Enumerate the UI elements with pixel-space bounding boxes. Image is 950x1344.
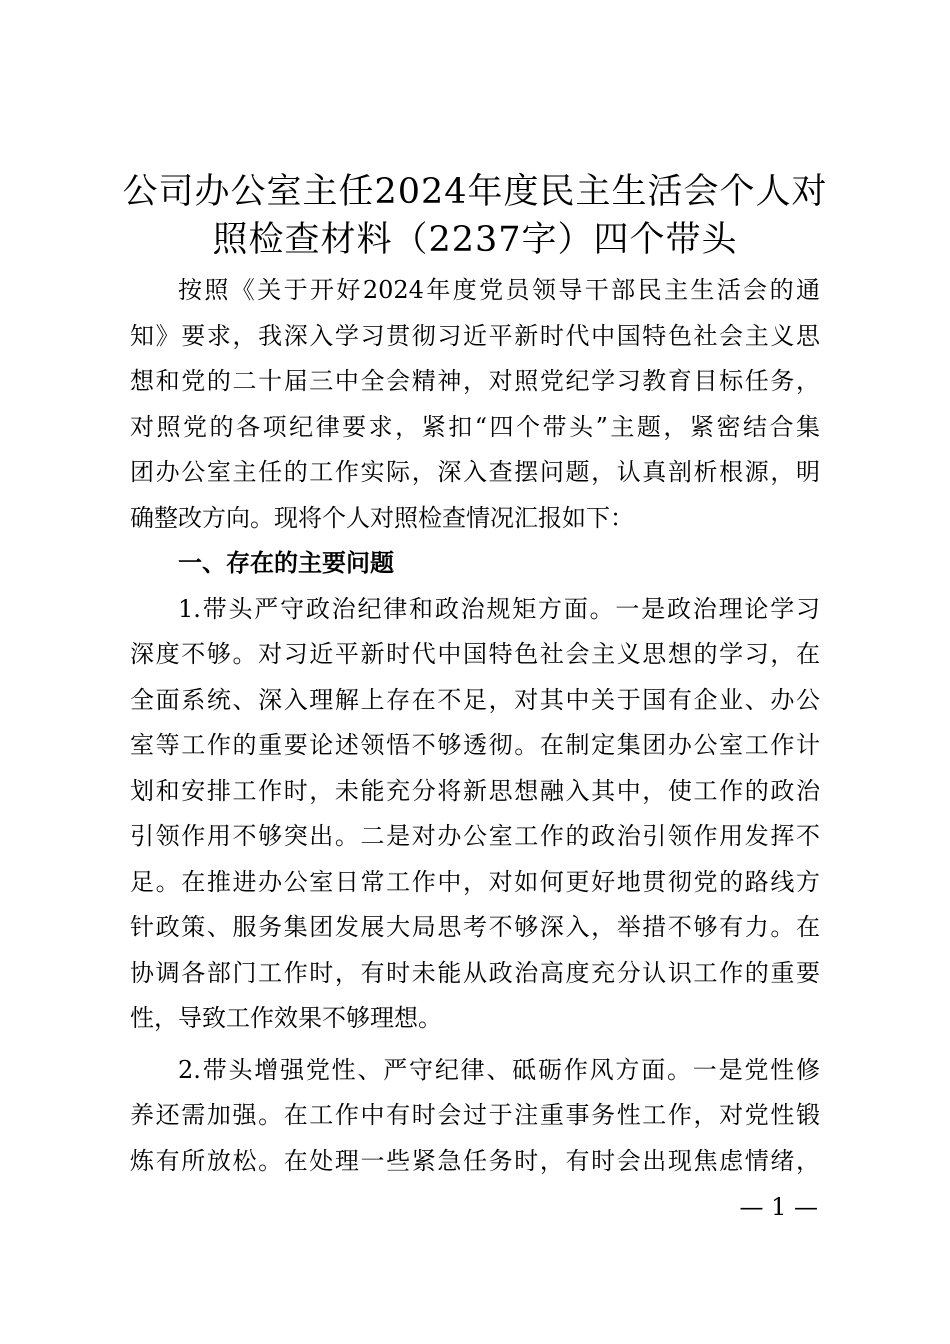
title-line: 公司办公室主任2024年度民主生活会个人对 bbox=[122, 172, 828, 212]
document-body bbox=[130, 268, 820, 1184]
paragraph-line: 协调各部门工作时，有时未能从政治高度充分认识工作的重要 bbox=[130, 958, 820, 987]
paragraph-line: 想和党的二十届三中全会精神，对照党纪学习教育目标任务， bbox=[130, 367, 820, 395]
paragraph-line: 性，导致工作效果不够理想。 bbox=[130, 1004, 442, 1032]
paragraph-line: 2.带头增强党性、严守纪律、砥砺作风方面。一是党性修 bbox=[178, 1055, 820, 1084]
intro-paragraph bbox=[130, 268, 820, 541]
section-heading: 一、存在的主要问题 bbox=[178, 549, 394, 577]
title-line: 照检查材料（2237字）四个带头 bbox=[212, 220, 738, 260]
paragraph-line: 按照《关于开好2024年度党员领导干部民主生活会的通 bbox=[178, 276, 820, 304]
paragraph-line: 引领作用不够突出。二是对办公室工作的政治引领作用发挥不 bbox=[130, 822, 820, 850]
page-number: — 1 — bbox=[739, 1193, 818, 1221]
paragraph-line: 确整改方向。现将个人对照检查情况汇报如下： bbox=[130, 503, 634, 532]
paragraph-line: 划和安排工作时，未能充分将新思想融入其中，使工作的政治 bbox=[130, 776, 820, 805]
paragraph-line: 养还需加强。在工作中有时会过于注重事务性工作，对党性锻 bbox=[130, 1101, 820, 1129]
paragraph-line: 室等工作的重要论述领悟不够透彻。在制定集团办公室工作计 bbox=[130, 731, 820, 759]
paragraph-line: 深度不够。对习近平新时代中国特色社会主义思想的学习，在 bbox=[130, 640, 820, 668]
paragraph-line: 足。在推进办公室日常工作中，对如何更好地贯彻党的路线方 bbox=[130, 867, 820, 896]
paragraph-line: 全面系统、深入理解上存在不足，对其中关于国有企业、办公 bbox=[130, 685, 820, 714]
paragraph-line: 1.带头严守政治纪律和政治规矩方面。一是政治理论学习 bbox=[178, 594, 820, 623]
paragraph-line: 针政策、服务集团发展大局思考不够深入，举措不够有力。在 bbox=[130, 913, 820, 941]
point-1-paragraph bbox=[130, 587, 820, 1042]
paragraph-line: 知》要求，我深入学习贯彻习近平新时代中国特色社会主义思 bbox=[130, 321, 820, 350]
paragraph-line: 对照党的各项纪律要求，紧扣“四个带头”主题，紧密结合集 bbox=[130, 412, 820, 441]
document-title bbox=[100, 168, 850, 264]
point-2-paragraph bbox=[130, 1048, 820, 1185]
paragraph-line: 团办公室主任的工作实际，深入查摆问题，认真剖析根源，明 bbox=[130, 458, 820, 486]
paragraph-line: 炼有所放松。在处理一些紧急任务时，有时会出现焦虑情绪， bbox=[130, 1146, 820, 1175]
